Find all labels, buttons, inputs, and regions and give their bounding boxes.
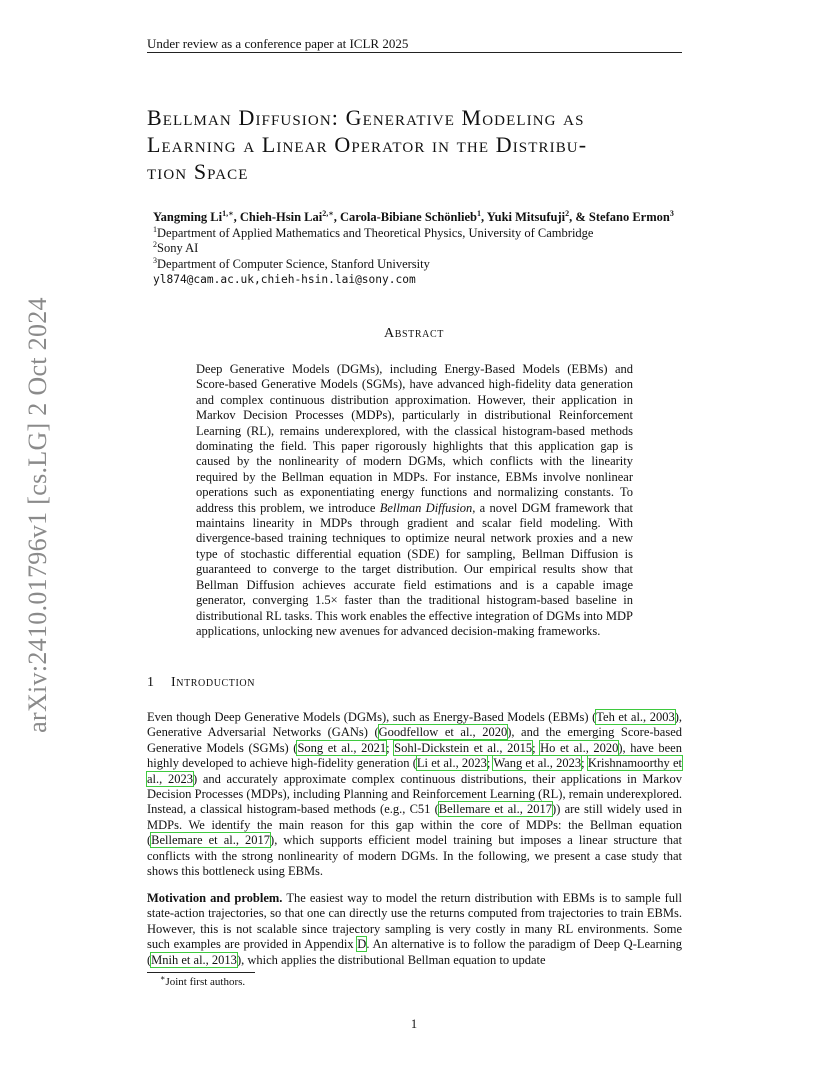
title-line-2: Learning a Linear Operator in the Distribu- <box>147 132 588 157</box>
author-name: , Chieh-Hsin Lai <box>233 210 323 224</box>
citation-link[interactable]: Bellemare et al., 2017 <box>438 802 553 817</box>
section-heading <box>147 675 255 691</box>
affiliation-2 <box>153 241 198 256</box>
author-name: , & Stefano Ermon <box>569 210 670 224</box>
affiliation-text: Sony AI <box>157 241 199 255</box>
citation-link[interactable]: Goodfellow et al., 2020 <box>378 725 508 740</box>
appendix-link[interactable]: D <box>357 937 367 952</box>
paper-title <box>147 104 687 185</box>
citation-link[interactable]: Ho et al., 2020 <box>540 740 619 755</box>
author-sup: 3 <box>669 208 674 218</box>
title-line-1: Bellman Diffusion: Generative Modeling as <box>147 105 585 130</box>
author-sup: 2,∗ <box>322 208 334 218</box>
affiliation-3 <box>153 257 430 272</box>
citation-link[interactable]: Teh et al., 2003 <box>596 710 675 724</box>
author-name: , Yuki Mitsufuji <box>480 210 566 224</box>
motivation-paragraph: Motivation and problem. The easiest way to model the return distribution with EBMs is to sample full state-action trajectories, so that one can directly use the returns computed from trajectories to train EBMs. However, this is not scalable since trajectory sampling is very costly in many RL environments. Some such examples are provided in Appendix D. An alternative is to follow the paradigm of Deep Q-Learning (Mnih et al., 2013), which applies the distributional Bellman equation to update <box>147 891 683 967</box>
citation-link[interactable]: Wang et al., 2023 <box>493 756 582 771</box>
abstract-text: Deep Generative Models (DGMs), including Energy-Based Models (EBMs) and Score-based Generative Models (SGMs), have advanced high-fidelity data generation and complex continuous distribution approximation. However, their application in Markov Decision Processes (MDPs), particularly in distributional Reinforcement Learning (RL), remains underexplored, with the classical histogram-based methods dominating the field. This paper rigorously highlights that this application gap is caused by the nonlinearity of modern DGMs, which conflicts with the linearity required by the Bellman equation in MDPs. For instance, EBMs involve nonlinear operations such as exponentiating energy functions and normalizing constants. To address this problem, we introduce <box>196 362 633 515</box>
footnote-marker: ∗ <box>160 973 166 983</box>
citation-link[interactable]: Bellemare et al., 2017 <box>151 833 271 848</box>
citation-link[interactable]: Sohl-Dickstein et al., 2015 <box>394 740 533 755</box>
paragraph-heading: Motivation and problem. <box>147 891 283 905</box>
abstract-heading: Abstract <box>384 326 444 341</box>
header-rule <box>147 52 682 53</box>
affiliation-text: Department of Computer Science, Stanford University <box>157 257 430 271</box>
arxiv-identifier: arXiv:2410.01796v1 [cs.LG] 2 Oct 2024 <box>23 297 52 733</box>
author-list <box>153 210 674 225</box>
title-line-3: tion Space <box>147 159 249 184</box>
abstract-emphasis: Bellman Diffusion <box>379 500 473 515</box>
author-sup: 1,∗ <box>222 208 234 218</box>
page-number: 1 <box>410 1017 418 1031</box>
author-emails[interactable]: yl874@cam.ac.uk,chieh-hsin.lai@sony.com <box>153 273 416 286</box>
author-name: Yangming Li <box>153 210 223 224</box>
citation-link[interactable]: Song et al., 2021 <box>297 740 387 755</box>
intro-paragraph: Even though Deep Generative Models (DGMs), such as Energy-Based Models (EBMs) (Teh et al., 2003), Generative Adversarial Networks (GANs) (Goodfellow et al., 2020), and the emerging Score-based Generative Models (SGMs) (Song et al., 2021; Sohl-Dickstein et al., 2015; Ho et al., 2020), have been highly developed to achieve high-fidelity generation (Li et al., 2023; Wang et al., 2023; Krishnamoorthy et al., 2023) and accurately approximate complex continuous distributions, their applications in Markov Decision Processes (MDPs), including Planning and Reinforcement Learning (RL), remain underexplored. Instead, a classical histogram-based methods (e.g., C51 (Bellemare et al., 2017)) are still widely used in MDPs. We identify the main reason for this gap within the core of MDPs: the Bellman equation (Bellemare et al., 2017), which supports efficient model training but imposes a linear structure that conflicts with the strong nonlinearity of modern DGMs. In the following, we present a case study that shows this bottleneck using EBMs. <box>147 710 683 879</box>
abstract-text: , a novel DGM framework that maintains linearity in MDPs through gradient and scalar field modeling. With divergence-based training techniques to optimize neural network proxies and a new type of stochastic differential equation (SDE) for sampling, Bellman Diffusion is guaranteed to converge to the target distribution. Our empirical results show that Bellman Diffusion achieves accurate field estimations and is a capable image generator, converging 1.5× faster than the traditional histogram-based baseline in distributional RL tasks. This work enables the effective integration of DGMs into MDP applications, unlocking new avenues for advanced decision-making frameworks. <box>196 500 633 638</box>
affiliation-sup: 3 <box>153 255 157 265</box>
footnote <box>160 973 246 988</box>
footnote-text: Joint first authors. <box>165 976 246 988</box>
author-sup: 1 <box>476 208 481 218</box>
abstract-body <box>196 362 633 639</box>
affiliation-sup: 2 <box>153 239 157 249</box>
section-number: 1 <box>147 675 155 690</box>
author-sup: 2 <box>565 208 570 218</box>
section-title: Introduction <box>171 675 256 690</box>
citation-link[interactable]: Krishnamoorthy et al., 2023 <box>147 756 682 786</box>
running-header: Under review as a conference paper at ICLR 2025 <box>147 36 409 51</box>
author-name: , Carola-Bibiane Schönlieb <box>333 210 477 224</box>
affiliation-text: Department of Applied Mathematics and Theoretical Physics, University of Cambridge <box>157 226 594 240</box>
affiliation-1 <box>153 226 593 241</box>
citation-link[interactable]: Li et al., 2023 <box>416 756 487 771</box>
affiliation-sup: 1 <box>153 224 157 234</box>
citation-link[interactable]: Mnih et al., 2013 <box>151 952 237 967</box>
